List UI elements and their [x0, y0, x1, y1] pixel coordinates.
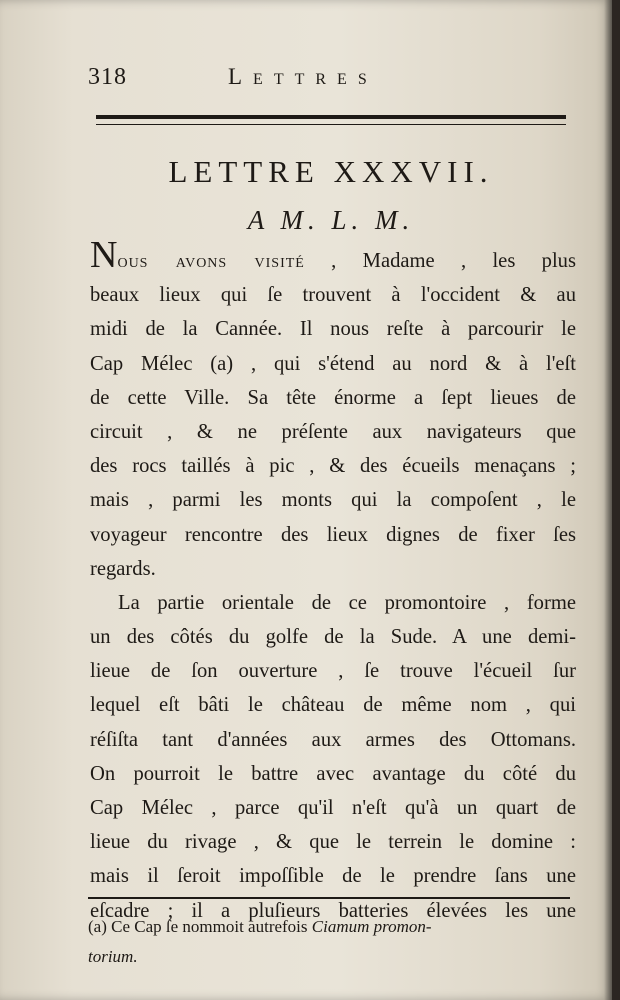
- body-line: voyageur rencontre des lieux dignes de fixer ſes: [90, 523, 576, 546]
- header-rule-thick: [96, 115, 566, 119]
- running-head: [88, 64, 568, 104]
- body-line: Cap Mélec (a) , qui s'étend au nord & à l'eſt: [90, 352, 576, 375]
- page-number: 318: [88, 64, 127, 90]
- opening-small-caps: ous avons visité: [117, 250, 305, 272]
- footnote-italic: Ciamum promon-: [311, 917, 432, 936]
- header-rule-thin: [96, 124, 566, 125]
- running-title: Lettres: [228, 64, 378, 89]
- body-line: beaux lieux qui ſe trouvent à l'occident & au: [90, 284, 576, 307]
- body-line: Cap Mélec , parce qu'il n'eſt qu'à un quart de: [90, 797, 576, 819]
- body-line: midi de la Cannée. Il nous reſte à parcourir le: [90, 318, 576, 341]
- footnote-text: (a) Ce Cap ſe nommoit autrefois: [88, 917, 308, 936]
- letter-body: [90, 234, 576, 928]
- body-line: [90, 234, 576, 278]
- footnote-rule: [88, 897, 570, 899]
- body-line: circuit , & ne préſente aux navigateurs que: [90, 420, 576, 443]
- body-line: lieue du rivage , & que le terrein le domine :: [90, 831, 576, 854]
- footnote-continuation: torium.: [88, 947, 138, 966]
- body-line: regards.: [90, 557, 156, 580]
- body-line: mais il ſeroit impoſſible de le prendre ſans une: [90, 865, 576, 888]
- letter-title: LETTRE XXXVII.: [168, 154, 494, 189]
- body-line: de cette Ville. Sa tête énorme a ſept lieues de: [90, 386, 576, 409]
- body-line: un des côtés du golfe de la Sude. A une demi-: [90, 626, 576, 649]
- body-line: réſiſta tant d'années aux armes des Ottomans.: [90, 728, 576, 751]
- drop-cap: N: [90, 234, 118, 276]
- body-line: mais , parmi les monts qui la compoſent , le: [90, 489, 576, 512]
- body-line: La partie orientale de ce promontoire , forme: [118, 591, 576, 614]
- body-line: eſcadre ; il a pluſieurs batteries élevées les une: [90, 899, 576, 922]
- letter-addressee: A M. L. M.: [247, 205, 415, 235]
- footnote-line: [88, 912, 570, 942]
- body-line: des rocs taillés à pic , & des écueils menaçans ;: [90, 455, 576, 478]
- body-line: On pourroit le battre avec avantage du côté du: [90, 762, 576, 785]
- body-line-text: , Madame , les plus: [331, 250, 576, 272]
- body-line: lequel eſt bâti le château de même nom , qui: [90, 694, 576, 717]
- spine-shadow: [604, 0, 612, 1000]
- body-line: lieue de ſon ouverture , ſe trouve l'écueil ſur: [90, 660, 576, 683]
- footnote: [88, 912, 570, 972]
